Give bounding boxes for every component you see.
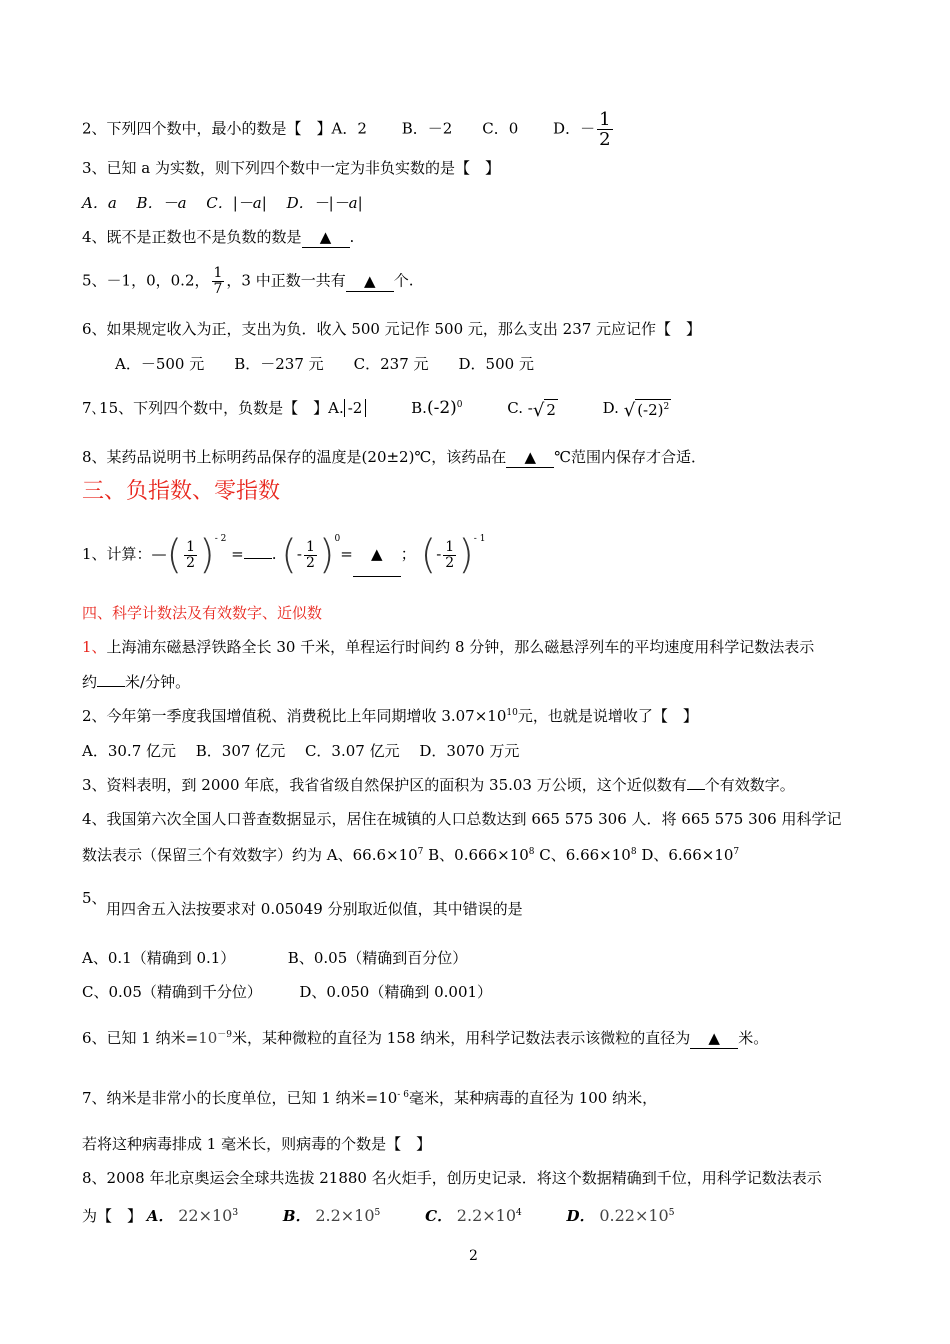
radical-icon: √ bbox=[623, 399, 636, 421]
question-2 bbox=[82, 110, 615, 149]
section-4-question-4: 4、我国第六次全国人口普查数据显示，居住在城镇的人口总数达到 665 575 306 人．将 665 575 306 用科学记 bbox=[82, 810, 842, 828]
question-4 bbox=[82, 227, 354, 248]
question-2-text: 2、下列四个数中，最小的数是【 】A．2 B．－2 C．0 D．－ bbox=[82, 119, 596, 138]
question-5-text: 5、－1，0，0.2， bbox=[82, 271, 210, 290]
option-a-label: A． bbox=[146, 1207, 174, 1225]
exponent: －9 bbox=[217, 1030, 233, 1040]
power-base: 10 bbox=[378, 1089, 398, 1107]
answer-blank bbox=[97, 686, 125, 687]
exponent: 8 bbox=[630, 847, 637, 857]
question-text: 2、今年第一季度我国增值税、消费税比上年同期增收 3.07×10 bbox=[82, 707, 507, 725]
right-paren-icon: ) bbox=[199, 532, 215, 578]
exponent: 7 bbox=[733, 847, 740, 857]
question-text-end: 米。 bbox=[738, 1029, 769, 1047]
question-5-middle: ，3 中正数一共有 bbox=[226, 271, 346, 290]
question-text-end: 个有效数字。 bbox=[704, 776, 795, 794]
section-4-heading: 四、科学计数法及有效数字、近似数 bbox=[82, 604, 323, 622]
option-d-label: D. bbox=[602, 399, 619, 417]
right-paren-icon: ) bbox=[318, 532, 335, 578]
radicand bbox=[635, 399, 671, 420]
question-text-middle: 米，某种微粒的直径为 158 纳米，用科学记数法表示该微粒的直径为 bbox=[232, 1029, 691, 1047]
answer-blank: ▲ bbox=[353, 532, 401, 577]
question-text-end: 元，也就是说增收了【 】 bbox=[517, 707, 698, 725]
option-c-value: 2.2×10 bbox=[456, 1206, 517, 1225]
exponent: 10 bbox=[506, 708, 518, 718]
question-text: 7、纳米是非常小的长度单位，已知 1 纳米= bbox=[82, 1089, 379, 1107]
exponent: 5 bbox=[374, 1208, 381, 1218]
question-4-end: . bbox=[349, 228, 355, 246]
question-8-end: ℃范围内保存才合适． bbox=[554, 448, 707, 466]
exponent: 7 bbox=[417, 847, 424, 857]
question-7: 7､15、下列四个数中，负数是【 】A. -2 $B.(-2)^0$ C. - √ 2 D. √ $(-2)^2$ bbox=[82, 398, 670, 421]
fraction: $\frac{1}{2}$ bbox=[305, 538, 315, 571]
question-8-text: 8、某药品说明书上标明药品保存的温度是(20±2)℃，该药品在 bbox=[82, 448, 507, 466]
absolute-value: -2 bbox=[344, 399, 367, 417]
fraction-denominator: 7 bbox=[213, 281, 223, 297]
option-c-label: C. bbox=[507, 399, 523, 417]
question-number: 1、 bbox=[82, 638, 107, 656]
answer-blank bbox=[687, 789, 705, 790]
question-5-end: 个. bbox=[393, 271, 414, 290]
radicand-exponent: 2 bbox=[663, 401, 670, 412]
radicand-expression: (-2) bbox=[637, 400, 664, 419]
section-4-question-7 bbox=[82, 1088, 657, 1108]
right-paren-icon: ) bbox=[458, 532, 474, 578]
section-4-question-2 bbox=[82, 706, 698, 726]
section-4-question-4-cont bbox=[82, 845, 739, 865]
exponent: 5 bbox=[668, 1208, 675, 1218]
fraction bbox=[597, 110, 612, 149]
section-4-question-5-options-ab: A、0.1（精确到 0.1） B、0.05（精确到百分位） bbox=[82, 949, 468, 967]
section-4-question-8-options bbox=[82, 1206, 674, 1226]
equals: = bbox=[340, 545, 353, 563]
section-4-question-5: 用四舍五入法按要求对 0.05049 分别取近似值，其中错误的是 bbox=[106, 900, 523, 918]
section-4-question-1-cont bbox=[82, 672, 190, 692]
section-4-question-2-options: A．30.7 亿元 B．307 亿元 C．3.07 亿元 D．3070 万元 bbox=[82, 742, 520, 760]
section-4-question-7-cont: 若将这种病毒排成 1 毫米长，则病毒的个数是【 】 bbox=[82, 1135, 432, 1153]
option-b-expression: (-2) bbox=[426, 398, 457, 418]
section-4-question-1 bbox=[82, 637, 814, 657]
exponent: 3 bbox=[232, 1208, 239, 1218]
left-paren-icon: ( bbox=[420, 532, 437, 578]
question-text-end: 米/分钟。 bbox=[125, 673, 191, 691]
semicolon: ； bbox=[400, 545, 416, 563]
option-c: C、6.66×10 bbox=[534, 846, 631, 864]
fraction-denominator: 2 bbox=[599, 129, 611, 150]
section-3-question-1 bbox=[82, 532, 485, 576]
question-5 bbox=[82, 266, 414, 297]
fraction: $\frac{1}{2}$ bbox=[445, 538, 455, 571]
section-3-heading: 三、负指数、零指数 bbox=[82, 479, 281, 504]
question-text: 3、资料表明，到 2000 年底，我省省级自然保护区的面积为 35.03 万公顷，这个近似数有 bbox=[82, 776, 687, 794]
section-4-question-3 bbox=[82, 775, 795, 795]
left-paren-icon: ( bbox=[281, 532, 297, 578]
question-8 bbox=[82, 447, 706, 468]
question-text: 上海浦东磁悬浮铁路全长 30 千米，单程运行时间约 8 分钟，那么磁悬浮列车的平均速度用科学记数法表示 bbox=[106, 638, 815, 656]
question-6: 6、如果规定收入为正，支出为负．收入 500 元记作 500 元，那么支出 237 元应记作【 】 bbox=[82, 320, 702, 338]
option-b-exponent: 0 bbox=[456, 400, 463, 410]
option-b-value: 2.2×10 bbox=[315, 1206, 375, 1225]
square-root bbox=[624, 399, 672, 420]
question-text: 1、计算：— bbox=[82, 545, 167, 563]
exponent: - 6 bbox=[397, 1090, 409, 1100]
option-a: 数法表示（保留三个有效数字）约为 A、66.6×10 bbox=[82, 846, 418, 864]
question-text: 约 bbox=[82, 673, 98, 691]
answer-blank: ▲ bbox=[346, 271, 394, 292]
question-3-options: A．a B．－a C．|－a| D．－|－a| bbox=[82, 194, 363, 212]
answer-blank bbox=[244, 558, 272, 559]
exponent: - 1 bbox=[473, 534, 486, 544]
period: . bbox=[271, 545, 277, 563]
fraction-numerator: 1 bbox=[599, 109, 611, 130]
option-d: D、6.66×10 bbox=[636, 846, 734, 864]
option-b-label: B. bbox=[411, 399, 427, 417]
radicand: 2 bbox=[546, 400, 556, 419]
exponent: 4 bbox=[516, 1208, 522, 1218]
minus-sign: - bbox=[296, 545, 302, 563]
power-base: 10 bbox=[198, 1029, 218, 1047]
minus-sign: - bbox=[436, 545, 442, 563]
question-text: 为【 】 bbox=[82, 1207, 143, 1225]
fraction: $\frac{1}{2}$ bbox=[186, 538, 196, 571]
square-root bbox=[533, 399, 558, 420]
question-3: 3、已知 a 为实数，则下列四个数中一定为非负实数的是【 】 bbox=[82, 159, 501, 177]
section-4-question-6 bbox=[82, 1028, 768, 1049]
question-4-text: 4、既不是正数也不是负数的数是 bbox=[82, 228, 302, 246]
page-number: 2 bbox=[469, 1248, 478, 1264]
answer-blank: ▲ bbox=[690, 1028, 738, 1049]
option-d-label: D． bbox=[566, 1207, 595, 1225]
section-4-question-5-number: 5、 bbox=[82, 889, 107, 907]
question-6-options: A．－500 元 B．－237 元 C．237 元 D．500 元 bbox=[115, 355, 534, 373]
option-a-value: 22×10 bbox=[178, 1206, 233, 1225]
fraction bbox=[212, 266, 225, 297]
equals: = bbox=[231, 545, 244, 563]
exponent: 8 bbox=[528, 847, 535, 857]
option-b-label: B． bbox=[282, 1207, 311, 1225]
left-paren-icon: ( bbox=[166, 532, 183, 578]
answer-blank: ▲ bbox=[302, 227, 350, 248]
fraction-numerator: 1 bbox=[213, 265, 223, 281]
option-c-label: C． bbox=[425, 1207, 453, 1225]
section-4-question-8: 8、2008 年北京奥运会全球共选拔 21880 名火炬手，创历史记录．将这个数据精确到千位，用科学记数法表示 bbox=[82, 1169, 822, 1187]
question-text-end: 毫米，某种病毒的直径为 100 纳米， bbox=[408, 1089, 658, 1107]
option-d-value: 0.22×10 bbox=[599, 1206, 669, 1225]
answer-blank: ▲ bbox=[506, 447, 554, 468]
exponent: - 2 bbox=[214, 534, 227, 544]
radical-icon: √ bbox=[532, 399, 545, 421]
section-4-question-5-options-cd: C、0.05（精确到千分位） D、0.050（精确到 0.001） bbox=[82, 983, 493, 1001]
question-7-text: 7､15、下列四个数中，负数是【 】A. bbox=[82, 399, 344, 417]
question-text: 6、已知 1 纳米= bbox=[82, 1029, 199, 1047]
option-b: B、0.666×10 bbox=[423, 846, 529, 864]
exponent: 0 bbox=[334, 534, 341, 544]
